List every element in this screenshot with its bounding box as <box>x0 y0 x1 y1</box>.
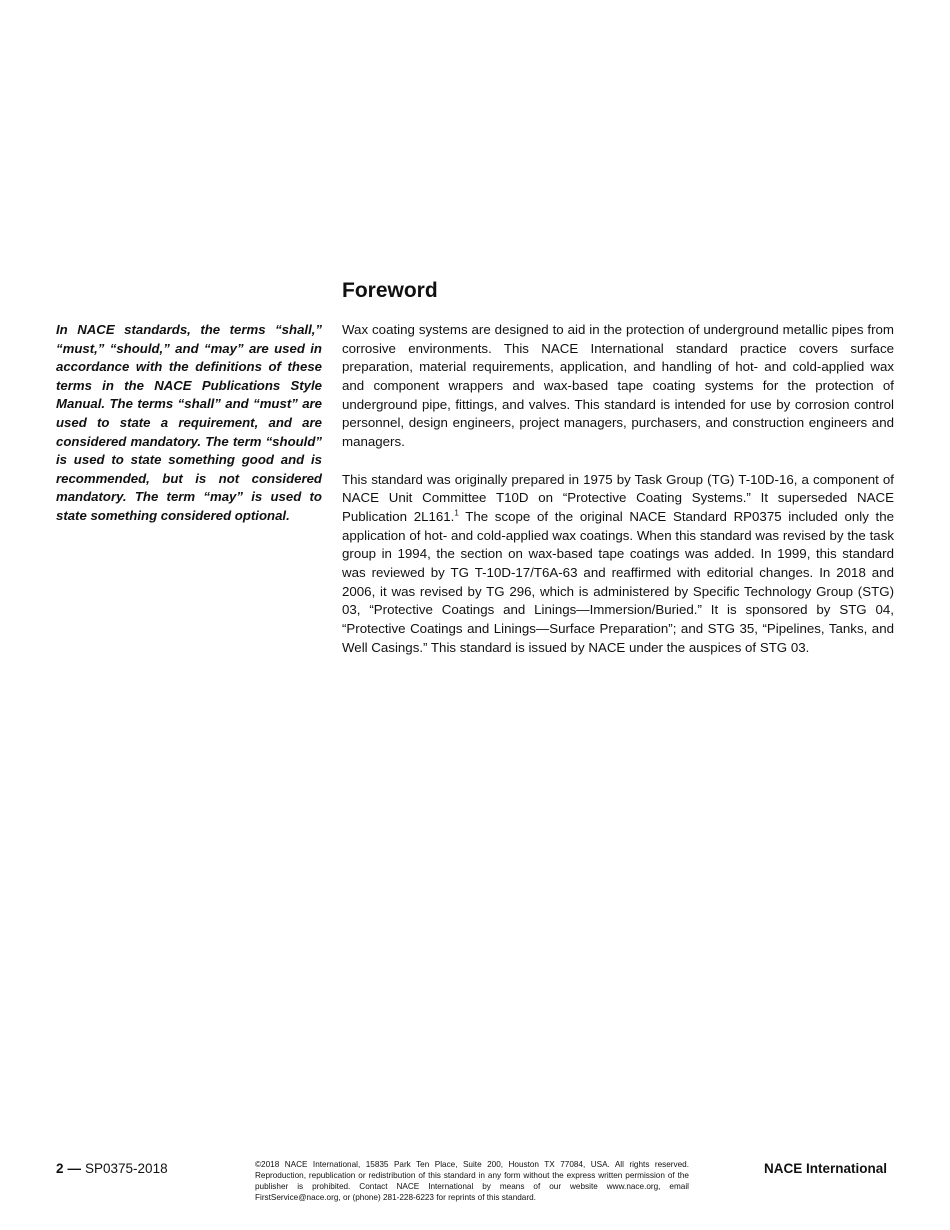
foreword-paragraph-2-text-a: This standard was originally prepared in 1975 by Task Group (TG) T-10D-16, a component of NACE Unit Committee T10D on “Protective Coating Systems.” It superseded NACE Publication 2L161. <box>342 471 894 524</box>
document-id: SP0375-2018 <box>85 1161 168 1176</box>
footer-brand: NACE International <box>764 1161 888 1176</box>
foreword-paragraph-2-text-b: The scope of the original NACE Standard RP0375 included only the application of hot- and cold-applied wax coatings. When this standard was revised by the task group in 1994, the section on wax-based tape coatings was added. In 1999, this standard was reviewed by TG T-10D-17/T6A-63 and reaffirmed with editorial changes. In 2018 and 2006, it was revised by TG 296, which is administered by Specific Technology Group (STG) 03, “Protective Coatings and Linings—Immersion/Buried.” It is sponsored by STG 04, “Protective Coatings and Linings—Surface Preparation”; and STG 35, “Pipelines, Tanks, and Well Casings.” This standard is issued by NACE under the auspices of STG 03. <box>342 508 894 655</box>
footer-page-label <box>56 1160 168 1178</box>
foreword-paragraph-1: Wax coating systems are designed to aid in the protection of underground metallic pipes from corrosive environments. This NACE International standard practice covers surface preparation, material requirements, application, and handling of hot- and cold-applied wax and component wrappers and wax-based tape coating systems for the protection of underground pipe, fittings, and valves. This standard is intended for use by corrosion control personnel, design engineers, project managers, purchasers, and construction engineers and managers. <box>342 322 894 449</box>
foreword-body <box>342 321 894 676</box>
page-title: Foreword <box>342 279 438 302</box>
page-number: 2 <box>56 1161 64 1176</box>
footer-separator: — <box>67 1161 82 1176</box>
footer-copyright: ©2018 NACE International, 15835 Park Ten Place, Suite 200, Houston TX 77084, USA. All rights reserved. Reproduction, republication or redistribution of this standard in any form without the express written permission of the publisher is prohibited. Contact NACE International by means of our website www.nace.org, email FirstService@nace.org, or (phone) 281-228-6223 for reprints of this standard. <box>255 1160 689 1203</box>
foreword-paragraph-2 <box>342 471 894 658</box>
footnote-reference: 1 <box>454 508 459 518</box>
sidebar-definitions-note: In NACE standards, the terms “shall,” “must,” “should,” and “may” are used in accordance with the definitions of these terms in the NACE Publications Style Manual. The terms “shall” and “must” are used to state a requirement, and are considered mandatory. The term “should” is used to state something good and is recommended, but is not considered mandatory. The term “may” is used to state something considered optional. <box>56 322 322 523</box>
